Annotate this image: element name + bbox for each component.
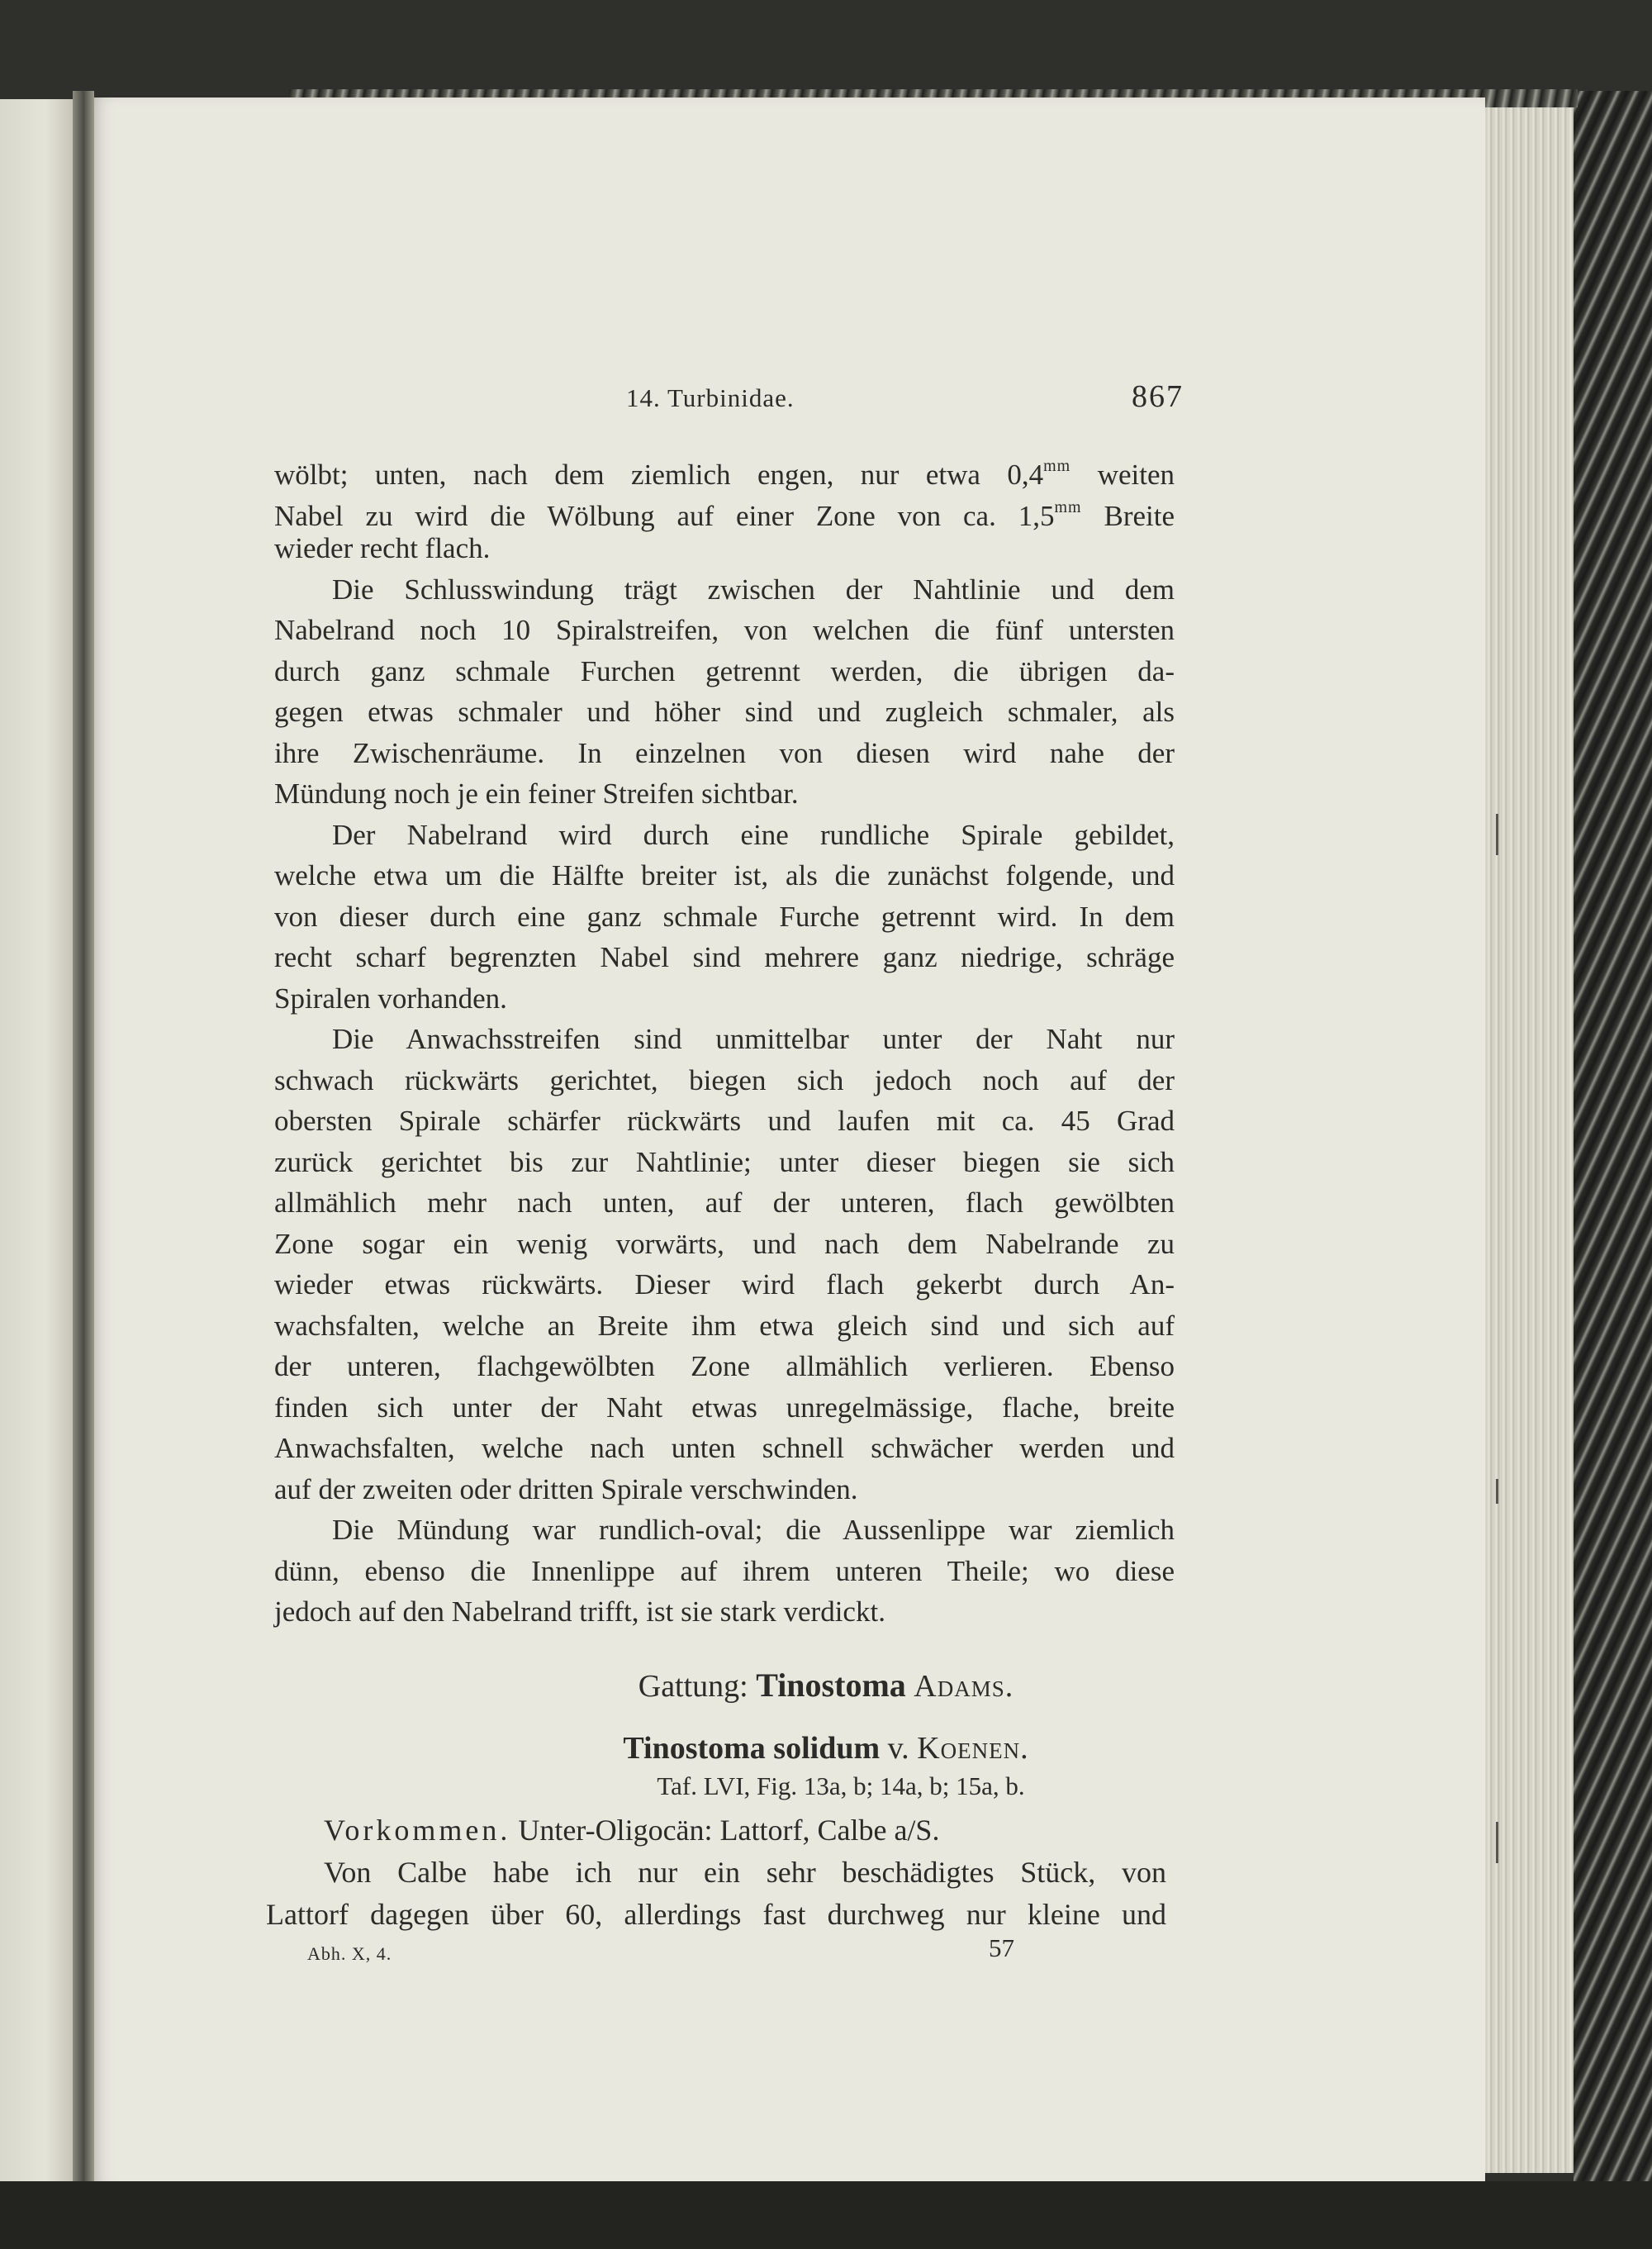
text-line: Spiralen vorhanden. [274, 982, 507, 1015]
species-author-prefix: v. [887, 1731, 909, 1766]
genus-name: Tinostoma [756, 1667, 906, 1704]
text-line: Lattorf dagegen über 60, allerdings fast durchweg nur kleine und [266, 1898, 1166, 1931]
genus-prefix: Gattung: [638, 1669, 748, 1704]
occurrence-label: Vorkommen. [324, 1814, 511, 1847]
text-line: Nabel zu wird die Wölbung auf einer Zone von ca. $1,5^{mm}$ Breite [274, 497, 1175, 532]
species-heading [0, 1730, 1652, 1766]
text-line: Von Calbe habe ich nur ein sehr beschädigtes Stück, von [324, 1856, 1166, 1889]
margin-mark [1496, 814, 1498, 855]
text-line: durch ganz schmale Furchen getrennt werden, die übrigen da- [274, 654, 1175, 687]
text-line: recht scharf begrenzten Nabel sind mehrere ganz niedrige, schräge [274, 941, 1175, 973]
text-line: wieder recht flach. [274, 532, 491, 564]
plate-reference: Taf. LVI, Fig. 13a, b; 14a, b; 15a, b. [657, 1771, 1025, 1800]
genus-author: Adams. [914, 1669, 1014, 1704]
text-line: dünn, ebenso die Innenlippe auf ihrem unteren Theile; wo diese [274, 1554, 1175, 1587]
text-line: der unteren, flachgewölbten Zone allmählich verlieren. Ebenso [274, 1350, 1175, 1382]
text-line: jedoch auf den Nabelrand trifft, ist sie stark verdickt. [274, 1595, 885, 1628]
margin-mark [1496, 1822, 1498, 1863]
text-line: von dieser durch eine ganz schmale Furche getrennt wird. In dem [274, 900, 1175, 933]
species-name: Tinostoma solidum [623, 1731, 881, 1766]
text-line: gegen etwas schmaler und höher sind und zugleich schmaler, als [274, 696, 1175, 728]
species-author: Koenen. [917, 1731, 1029, 1766]
footer-sheet-number: 57 [989, 1933, 1014, 1962]
text-line: Nabelrand noch 10 Spiralstreifen, von welchen die fünf untersten [274, 614, 1175, 646]
text-line: schwach rückwärts gerichtet, biegen sich jedoch noch auf der [274, 1063, 1175, 1096]
margin-mark [1496, 1479, 1498, 1504]
scan-background [0, 2181, 1652, 2249]
occurrence-text: Unter-Oligocän: Lattorf, Calbe a/S. [518, 1814, 940, 1847]
text-line: wölbt; unten, nach dem ziemlich engen, nur etwa $0,4^{mm}$ weiten [274, 457, 1175, 491]
text-line: obersten Spirale schärfer rückwärts und laufen mit ca. 45 Grad [274, 1105, 1175, 1137]
body-text [274, 446, 1175, 1633]
text-line: welche etwa um die Hälfte breiter ist, als die zunächst folgende, und [274, 859, 1175, 892]
running-head [0, 378, 1652, 420]
page-number: 867 [1132, 379, 1184, 414]
genus-heading [0, 1666, 1652, 1705]
text-line: allmählich mehr nach unten, auf der unteren, flach gewölbten [274, 1186, 1175, 1219]
text-line: wachsfalten, welche an Breite ihm etwa gleich sind und sich auf [274, 1309, 1175, 1342]
text-line: auf der zweiten oder dritten Spirale verschwinden. [274, 1472, 858, 1505]
text-line: Der Nabelrand wird durch eine rundliche Spirale gebildet, [332, 818, 1175, 851]
occurrence-line [266, 1809, 1224, 1852]
text-line: Die Anwachsstreifen sind unmittelbar unter der Naht nur [332, 1023, 1175, 1055]
text-line: finden sich unter der Naht etwas unregelmässige, flache, breite [274, 1391, 1175, 1424]
text-line: wieder etwas rückwärts. Dieser wird flach gekerbt durch An- [274, 1268, 1175, 1300]
occurrence-block [266, 1809, 1166, 1936]
text-line: Mündung noch je ein feiner Streifen sichtbar. [274, 777, 799, 810]
text-line: Zone sogar ein wenig vorwärts, und nach dem Nabelrande zu [274, 1227, 1175, 1260]
text-line: ihre Zwischenräume. In einzelnen von diesen wird nahe der [274, 736, 1175, 769]
text-line: zurück gerichtet bis zur Nahtlinie; unter dieser biegen sie sich [274, 1145, 1175, 1178]
running-title: 14. Turbinidae. [626, 383, 795, 412]
text-line: Die Mündung war rundlich-oval; die Aussenlippe war ziemlich [332, 1514, 1175, 1546]
text-line: Die Schlusswindung trägt zwischen der Nahtlinie und dem [332, 573, 1175, 606]
footer-signature: Abh. X, 4. [307, 1943, 392, 1964]
text-line: Anwachsfalten, welche nach unten schnell schwächer werden und [274, 1432, 1175, 1464]
